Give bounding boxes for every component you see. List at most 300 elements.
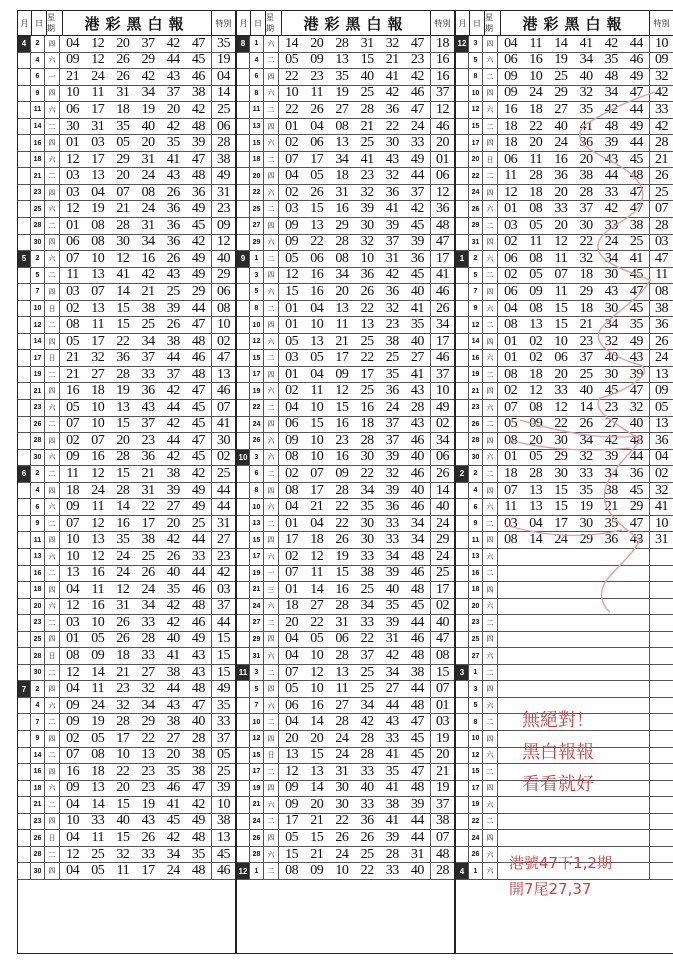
- draw-number: 09: [310, 863, 324, 879]
- table-row: [456, 152, 673, 169]
- numbers-cell: [60, 185, 212, 201]
- month-cell: [18, 830, 31, 846]
- weekday-cell: 四: [45, 532, 60, 548]
- month-cell: 1: [456, 251, 469, 267]
- day-cell: 21: [31, 797, 45, 813]
- draw-number: 05: [310, 631, 324, 647]
- draw-number: 33: [141, 846, 155, 862]
- draw-number: 08: [335, 250, 349, 266]
- weekday-cell: 六: [45, 201, 60, 217]
- weekday-cell: 四: [264, 367, 279, 383]
- special-number-cell: 49: [217, 168, 230, 184]
- draw-number: 08: [504, 432, 518, 448]
- day-cell: 4: [31, 698, 45, 714]
- draw-number: 28: [410, 399, 424, 415]
- special-number-cell: 07: [436, 830, 449, 846]
- day-cell: 18: [31, 152, 45, 168]
- day-cell: 20: [31, 599, 45, 615]
- day-cell: 1: [469, 665, 483, 681]
- draw-number: 08: [91, 217, 105, 233]
- draw-number: 28: [191, 730, 205, 746]
- numbers-cell: [498, 152, 650, 168]
- table-row: [18, 433, 235, 450]
- numbers-cell: [60, 417, 212, 433]
- draw-number: 39: [191, 135, 205, 151]
- draw-number: 28: [579, 184, 593, 200]
- month-cell: [237, 86, 250, 102]
- day-cell: 8: [250, 86, 264, 102]
- weekday-cell: 四: [45, 36, 60, 52]
- month-cell: [237, 549, 250, 565]
- table-header: [237, 11, 454, 36]
- draw-number: 41: [385, 747, 399, 763]
- draw-number: 24: [529, 85, 543, 101]
- draw-number: 16: [66, 763, 80, 779]
- weekday-cell: 二: [45, 168, 60, 184]
- special-number-cell: 38: [217, 151, 230, 167]
- draw-number: 28: [116, 449, 130, 465]
- draw-number: 37: [410, 184, 424, 200]
- special-number-cell: 40: [217, 250, 230, 266]
- draw-number: 05: [285, 830, 299, 846]
- draw-number: 28: [116, 714, 130, 730]
- weekday-cell: 三: [264, 582, 279, 598]
- weekday-cell: 四: [483, 582, 498, 598]
- day-cell: 26: [31, 830, 45, 846]
- month-cell: [237, 830, 250, 846]
- month-cell: [237, 433, 250, 449]
- draw-number: 26: [116, 52, 130, 68]
- draw-number: 02: [504, 234, 518, 250]
- draw-number: 30: [335, 796, 349, 812]
- special-number-cell: [650, 582, 673, 598]
- draw-number: 47: [191, 317, 205, 333]
- weekday-cell: 二: [264, 516, 279, 532]
- draw-number: 01: [66, 217, 80, 233]
- special-number-cell: 16: [436, 68, 449, 84]
- draw-number: 07: [285, 565, 299, 581]
- draw-number: 42: [604, 35, 618, 51]
- weekday-cell: 四: [264, 830, 279, 846]
- numbers-cell: [498, 615, 650, 631]
- draw-number: 27: [385, 681, 399, 697]
- numbers-cell: [279, 135, 431, 151]
- draw-number: 20: [335, 283, 349, 299]
- draw-number: 17: [91, 333, 105, 349]
- day-cell: 13: [469, 549, 483, 565]
- draw-number: 04: [310, 366, 324, 382]
- day-cell: 2: [31, 466, 45, 482]
- numbers-cell: [279, 450, 431, 466]
- day-cell: 23: [31, 615, 45, 631]
- special-number-cell: 46: [436, 283, 449, 299]
- draw-number: 40: [410, 333, 424, 349]
- numbers-cell: [279, 168, 431, 184]
- numbers-cell: [498, 135, 650, 151]
- special-number-cell: 39: [217, 780, 230, 796]
- draw-number: 11: [91, 85, 104, 101]
- weekday-cell: 四: [45, 731, 60, 747]
- draw-number: 27: [335, 101, 349, 117]
- draw-number: 03: [66, 614, 80, 630]
- day-cell: 3: [469, 36, 483, 52]
- weekday-cell: 六: [483, 301, 498, 317]
- day-cell: 30: [469, 450, 483, 466]
- numbers-cell: [279, 698, 431, 714]
- numbers-cell: [60, 830, 212, 846]
- draw-number: 08: [91, 747, 105, 763]
- weekday-cell: 六: [483, 400, 498, 416]
- weekday-cell: 六: [264, 235, 279, 251]
- draw-number: 28: [529, 466, 543, 481]
- table-row: [456, 632, 673, 649]
- table-row: [456, 797, 673, 814]
- weekday-cell: 二: [45, 218, 60, 234]
- table-row: [237, 764, 454, 781]
- month-cell: [456, 483, 469, 499]
- month-cell: [456, 632, 469, 648]
- month-cell: [18, 632, 31, 648]
- table-row: [237, 433, 454, 450]
- special-number-cell: 02: [217, 449, 230, 465]
- numbers-cell: [498, 86, 650, 102]
- draw-number: 45: [191, 416, 205, 432]
- day-cell: 24: [469, 830, 483, 846]
- draw-number: 21: [579, 317, 593, 333]
- draw-number: 29: [579, 283, 593, 299]
- table-row: [18, 53, 235, 70]
- day-cell: 17: [250, 367, 264, 383]
- table-row: [456, 582, 673, 599]
- draw-number: 43: [629, 350, 643, 366]
- draw-number: 17: [310, 151, 324, 167]
- draw-number: 38: [579, 168, 593, 184]
- numbers-cell: [498, 301, 650, 317]
- draw-number: 11: [310, 565, 323, 581]
- numbers-cell: [60, 797, 212, 813]
- draw-number: 47: [629, 283, 643, 299]
- weekday-cell: 六: [483, 549, 498, 565]
- special-number-cell: 02: [655, 466, 668, 481]
- draw-number: 16: [504, 101, 518, 117]
- draw-number: 25: [360, 85, 374, 101]
- month-cell: 6: [18, 466, 31, 482]
- special-number-cell: 31: [655, 532, 668, 548]
- month-cell: [456, 102, 469, 118]
- draw-number: 44: [166, 52, 180, 68]
- draw-number: 30: [360, 532, 374, 548]
- day-cell: 11: [469, 532, 483, 548]
- day-cell: 7: [469, 284, 483, 300]
- draw-number: 27: [166, 499, 180, 515]
- draw-number: 25: [191, 515, 205, 531]
- table-row: [237, 582, 454, 599]
- weekday-cell: 六: [45, 152, 60, 168]
- weekday-cell: 六: [264, 797, 279, 813]
- draw-number: 12: [335, 383, 349, 399]
- draw-number: 48: [191, 863, 205, 879]
- numbers-cell: [279, 863, 431, 879]
- month-cell: [18, 615, 31, 631]
- draw-number: 13: [335, 135, 349, 151]
- draw-number: 05: [66, 333, 80, 349]
- weekday-cell: 日: [264, 748, 279, 764]
- month-cell: [18, 433, 31, 449]
- draw-number: 36: [116, 350, 130, 366]
- draw-number: 46: [191, 581, 205, 597]
- draw-number: 07: [310, 466, 324, 481]
- draw-number: 02: [285, 548, 299, 564]
- numbers-cell: [498, 648, 650, 664]
- draw-number: 09: [66, 449, 80, 465]
- table-row: [18, 251, 235, 268]
- numbers-cell: [498, 201, 650, 217]
- special-number-cell: 37: [436, 366, 449, 382]
- draw-number: 42: [166, 830, 180, 846]
- draw-number: 05: [91, 863, 105, 879]
- numbers-cell: [60, 400, 212, 416]
- draw-number: 39: [385, 614, 399, 630]
- draw-number: 12: [310, 664, 324, 680]
- numbers-cell: [279, 201, 431, 217]
- month-cell: [456, 218, 469, 234]
- weekday-cell: 二: [264, 863, 279, 879]
- draw-number: 42: [385, 267, 399, 283]
- draw-number: 13: [141, 747, 155, 763]
- note-disclaimer-3: 看看就好: [522, 774, 594, 795]
- draw-number: 04: [285, 399, 299, 415]
- weekday-cell: 四: [45, 814, 60, 830]
- month-cell: [456, 566, 469, 582]
- table-row: [18, 400, 235, 417]
- draw-number: 43: [141, 399, 155, 415]
- day-cell: 21: [469, 383, 483, 399]
- draw-number: 30: [554, 466, 568, 481]
- draw-number: 07: [504, 482, 518, 498]
- draw-number: 02: [285, 135, 299, 151]
- draw-number: 47: [191, 151, 205, 167]
- table-row: [237, 119, 454, 136]
- draw-number: 40: [166, 565, 180, 581]
- day-cell: 30: [31, 665, 45, 681]
- draw-number: 34: [166, 846, 180, 862]
- numbers-cell: [498, 681, 650, 697]
- table-row: [456, 102, 673, 119]
- month-cell: [456, 549, 469, 565]
- draw-number: 09: [285, 796, 299, 812]
- draw-number: 33: [554, 383, 568, 399]
- draw-number: 22: [335, 813, 349, 829]
- draw-number: 32: [385, 168, 399, 184]
- month-cell: [237, 648, 250, 664]
- table-row: [456, 483, 673, 500]
- draw-number: 04: [66, 796, 80, 812]
- draw-number: 03: [91, 135, 105, 151]
- numbers-cell: [279, 582, 431, 598]
- day-cell: 24: [469, 185, 483, 201]
- draw-number: 20: [310, 796, 324, 812]
- draw-number: 15: [360, 52, 374, 68]
- draw-number: 41: [116, 267, 130, 283]
- special-number-cell: 28: [655, 135, 668, 151]
- draw-number: 47: [629, 383, 643, 399]
- table-row: [456, 599, 673, 616]
- special-number-cell: 06: [217, 118, 230, 134]
- numbers-cell: [60, 648, 212, 664]
- draw-number: 18: [504, 118, 518, 134]
- header-day: 日: [251, 11, 266, 35]
- draw-number: 22: [335, 499, 349, 515]
- draw-number: 15: [310, 747, 324, 763]
- month-cell: [18, 301, 31, 317]
- draw-number: 23: [141, 763, 155, 779]
- month-cell: [237, 400, 250, 416]
- draw-number: 41: [385, 201, 399, 217]
- draw-number: 17: [141, 863, 155, 879]
- table-row: [237, 350, 454, 367]
- draw-number: 42: [166, 449, 180, 465]
- draw-number: 34: [410, 515, 424, 531]
- table-row: [18, 863, 235, 880]
- table-row: [237, 168, 454, 185]
- table-row: [18, 698, 235, 715]
- weekday-cell: 六: [264, 284, 279, 300]
- draw-number: 40: [579, 68, 593, 84]
- numbers-cell: [279, 566, 431, 582]
- weekday-cell: 二: [483, 69, 498, 85]
- draw-number: 42: [191, 466, 205, 481]
- draw-number: 35: [166, 135, 180, 151]
- draw-number: 33: [554, 201, 568, 217]
- draw-number: 30: [116, 234, 130, 250]
- draw-number: 03: [66, 168, 80, 184]
- draw-number: 12: [504, 184, 518, 200]
- day-cell: 25: [31, 201, 45, 217]
- weekday-cell: 四: [264, 317, 279, 333]
- draw-number: 08: [529, 201, 543, 217]
- draw-number: 17: [91, 151, 105, 167]
- month-cell: [456, 383, 469, 399]
- day-cell: 17: [31, 350, 45, 366]
- draw-number: 43: [191, 648, 205, 664]
- month-cell: [237, 301, 250, 317]
- draw-number: 12: [66, 846, 80, 862]
- draw-number: 32: [579, 449, 593, 465]
- numbers-cell: [498, 383, 650, 399]
- weekday-cell: 二: [264, 814, 279, 830]
- draw-number: 03: [504, 515, 518, 531]
- draw-number: 42: [191, 796, 205, 812]
- day-cell: 10: [469, 731, 483, 747]
- draw-number: 26: [116, 631, 130, 647]
- numbers-cell: [60, 731, 212, 747]
- draw-number: 21: [385, 52, 399, 68]
- weekday-cell: 四: [483, 383, 498, 399]
- draw-number: 41: [385, 780, 399, 796]
- draw-number: 31: [141, 151, 155, 167]
- draw-number: 37: [579, 350, 593, 366]
- numbers-cell: [60, 549, 212, 565]
- draw-number: 49: [191, 201, 205, 217]
- month-cell: [456, 582, 469, 598]
- table-header: [456, 11, 673, 36]
- table-row: [456, 86, 673, 103]
- month-cell: [456, 814, 469, 830]
- special-number-cell: 24: [436, 548, 449, 564]
- day-cell: 21: [31, 383, 45, 399]
- weekday-cell: 日: [45, 350, 60, 366]
- table-row: [237, 218, 454, 235]
- draw-number: 13: [310, 333, 324, 349]
- numbers-cell: [60, 466, 212, 482]
- day-cell: 16: [469, 566, 483, 582]
- month-cell: [456, 797, 469, 813]
- draw-number: 16: [360, 399, 374, 415]
- draw-number: 28: [335, 234, 349, 250]
- draw-number: 11: [310, 85, 323, 101]
- numbers-cell: [498, 499, 650, 515]
- draw-number: 40: [191, 714, 205, 730]
- draw-number: 15: [116, 830, 130, 846]
- month-cell: [456, 714, 469, 730]
- draw-number: 10: [529, 68, 543, 84]
- weekday-cell: 二: [483, 119, 498, 135]
- numbers-cell: [498, 102, 650, 118]
- numbers-cell: [498, 317, 650, 333]
- draw-number: 35: [604, 52, 618, 68]
- table-row: [18, 814, 235, 831]
- special-number-cell: [650, 731, 673, 747]
- draw-number: 44: [166, 681, 180, 697]
- day-cell: 26: [250, 433, 264, 449]
- draw-number: 48: [410, 648, 424, 664]
- numbers-cell: [60, 714, 212, 730]
- draw-number: 16: [335, 201, 349, 217]
- draw-number: 24: [91, 482, 105, 498]
- special-number-cell: 09: [655, 52, 668, 68]
- draw-number: 42: [166, 35, 180, 51]
- draw-number: 29: [141, 52, 155, 68]
- month-cell: [456, 698, 469, 714]
- draw-number: 24: [554, 135, 568, 151]
- draw-number: 15: [285, 846, 299, 862]
- draw-number: 06: [66, 101, 80, 117]
- special-number-cell: 02: [217, 333, 230, 349]
- weekday-cell: 四: [483, 632, 498, 648]
- table-row: [456, 367, 673, 384]
- draw-number: 12: [285, 763, 299, 779]
- numbers-cell: [279, 532, 431, 548]
- month-cell: [237, 499, 250, 515]
- table-row: [18, 284, 235, 301]
- special-number-cell: 12: [436, 101, 449, 117]
- numbers-cell: [279, 36, 431, 52]
- draw-number: 18: [310, 532, 324, 548]
- day-cell: 30: [31, 863, 45, 879]
- weekday-cell: 二: [264, 615, 279, 631]
- draw-number: 12: [66, 201, 80, 217]
- month-cell: [456, 53, 469, 69]
- special-number-cell: 28: [655, 217, 668, 233]
- special-number-cell: 10: [655, 515, 668, 531]
- special-number-cell: 04: [655, 449, 668, 465]
- results-panel-3: [455, 10, 673, 954]
- day-cell: 19: [31, 367, 45, 383]
- draw-number: 20: [554, 366, 568, 382]
- day-cell: 26: [469, 847, 483, 863]
- draw-number: 22: [116, 333, 130, 349]
- draw-number: 18: [579, 300, 593, 316]
